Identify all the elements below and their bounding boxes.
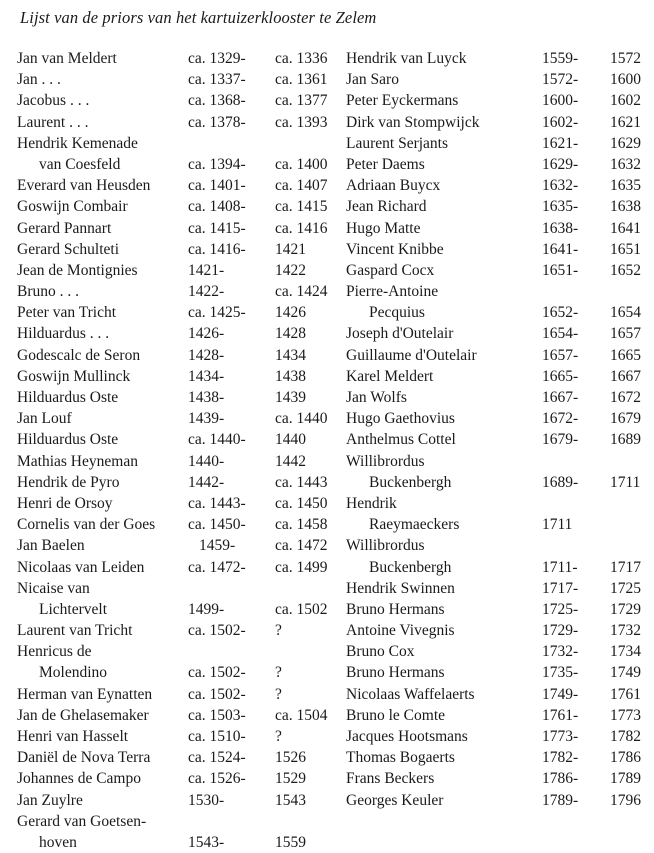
term-start: 1717- xyxy=(542,579,579,597)
prior-row xyxy=(13,429,328,450)
prior-name: Nicolaas van Leiden xyxy=(17,558,145,576)
prior-row xyxy=(345,133,650,154)
term-end: ca. 1458 xyxy=(275,516,328,534)
term-start: ca. 1503- xyxy=(188,706,246,724)
term-end: ? xyxy=(275,664,282,682)
term-start: 1654- xyxy=(542,325,579,343)
term-end: 1782 xyxy=(610,728,641,745)
term-end: 1717 xyxy=(610,558,641,576)
prior-name: Hendrik Kemenade xyxy=(17,134,138,152)
term-start: 1439- xyxy=(188,410,225,428)
term-end: ca. 1361 xyxy=(275,71,328,89)
prior-row xyxy=(345,69,650,90)
term-start: 1657- xyxy=(542,346,579,364)
prior-row xyxy=(13,620,328,641)
term-start: ca. 1440- xyxy=(188,431,246,449)
prior-row xyxy=(345,408,650,429)
term-start: ca. 1401- xyxy=(188,177,246,195)
prior-name: Laurent van Tricht xyxy=(17,622,133,640)
term-end: ? xyxy=(275,728,282,745)
prior-row xyxy=(345,90,650,111)
prior-name: Godescalc de Seron xyxy=(17,346,141,364)
term-end: ca. 1400 xyxy=(275,155,328,173)
prior-name: Jan Baelen xyxy=(17,537,85,555)
prior-name: Hugo Matte xyxy=(346,219,421,237)
term-end: ca. 1393 xyxy=(275,113,328,131)
prior-name: Lichtervelt xyxy=(39,600,107,618)
term-end: 1667 xyxy=(610,367,641,385)
prior-row xyxy=(345,599,650,620)
term-start: ca. 1443- xyxy=(188,494,246,512)
term-end: ? xyxy=(275,622,282,640)
prior-row xyxy=(345,429,650,450)
term-start: 1459- xyxy=(199,537,236,555)
prior-name: Anthelmus Cottel xyxy=(346,431,456,449)
term-start: 1438- xyxy=(188,389,225,406)
prior-row xyxy=(13,747,328,768)
term-start: ca. 1337- xyxy=(188,71,246,89)
prior-row xyxy=(345,175,650,196)
prior-name: Gaspard Cocx xyxy=(346,261,435,279)
prior-name: Peter Daems xyxy=(346,155,425,173)
prior-name: Henri de Orsoy xyxy=(17,494,113,512)
prior-row xyxy=(13,726,328,747)
prior-row xyxy=(13,90,328,111)
prior-name: Molendino xyxy=(39,664,108,682)
term-end: ca. 1416 xyxy=(275,219,328,237)
prior-name: Hendrik van Luyck xyxy=(346,50,467,67)
term-end: 1773 xyxy=(610,706,641,724)
term-end: 1679 xyxy=(610,410,641,428)
prior-name: hoven xyxy=(39,833,77,851)
term-start: 1732- xyxy=(542,643,579,661)
prior-row xyxy=(345,48,650,69)
prior-row xyxy=(13,599,328,620)
term-end: 1438 xyxy=(275,367,306,385)
prior-row xyxy=(13,535,328,556)
prior-row xyxy=(345,451,650,472)
prior-name: Jan Louf xyxy=(17,410,72,428)
term-start: ca. 1415- xyxy=(188,219,246,237)
prior-name: Laurent Serjants xyxy=(346,134,449,152)
prior-row xyxy=(345,281,650,302)
prior-name: Bruno Hermans xyxy=(346,664,445,682)
prior-name: Gerard Schulteti xyxy=(17,240,120,258)
term-end: 1761 xyxy=(610,685,641,703)
term-start: 1773- xyxy=(542,728,579,745)
term-start: ca. 1394- xyxy=(188,155,246,173)
term-end: 1638 xyxy=(610,198,641,216)
prior-row xyxy=(13,387,328,408)
term-start: 1428- xyxy=(188,346,225,364)
term-end: 1651 xyxy=(610,240,641,258)
prior-row xyxy=(345,302,650,323)
prior-row xyxy=(13,472,328,493)
term-start: 1602- xyxy=(542,113,579,131)
prior-name: Hilduardus . . . xyxy=(17,325,110,343)
term-end: 1789 xyxy=(610,770,641,788)
prior-row xyxy=(345,535,650,556)
term-start: 1641- xyxy=(542,240,579,258)
prior-row xyxy=(345,154,650,175)
prior-name: Gerard Pannart xyxy=(17,219,112,237)
prior-name: Buckenbergh xyxy=(369,558,452,576)
prior-row xyxy=(13,790,328,811)
prior-row xyxy=(13,705,328,726)
term-start: 1638- xyxy=(542,219,579,237)
prior-row xyxy=(345,196,650,217)
prior-row xyxy=(345,705,650,726)
term-start: 1725- xyxy=(542,600,579,618)
prior-row xyxy=(13,196,328,217)
term-start: 1422- xyxy=(188,283,225,301)
prior-row xyxy=(13,260,328,281)
term-start: 1559- xyxy=(542,50,579,67)
prior-name: Guillaume d'Outelair xyxy=(346,346,477,364)
term-start: 1789- xyxy=(542,791,579,809)
prior-name: Bruno . . . xyxy=(17,283,79,301)
term-end: 1421 xyxy=(275,240,306,258)
prior-name: Daniël de Nova Terra xyxy=(17,749,151,767)
prior-row xyxy=(13,557,328,578)
prior-row xyxy=(13,768,328,789)
prior-row xyxy=(345,620,650,641)
term-start: 1679- xyxy=(542,431,579,449)
prior-name: van Coesfeld xyxy=(39,155,121,173)
term-end: ca. 1450 xyxy=(275,494,328,512)
term-end: 1422 xyxy=(275,261,306,279)
prior-row xyxy=(345,260,650,281)
prior-name: Antoine Vivegnis xyxy=(346,622,455,640)
prior-name: Jan Saro xyxy=(346,71,399,89)
prior-row xyxy=(345,578,650,599)
prior-name: Karel Meldert xyxy=(346,367,434,385)
term-start: ca. 1526- xyxy=(188,770,246,788)
prior-row xyxy=(13,493,328,514)
term-start: ca. 1502- xyxy=(188,622,246,640)
term-start: 1600- xyxy=(542,92,579,110)
prior-name: Hugo Gaethovius xyxy=(346,410,455,428)
prior-row xyxy=(13,451,328,472)
term-start: ca. 1502- xyxy=(188,664,246,682)
prior-name: Jan de Ghelasemaker xyxy=(17,706,149,724)
term-start: 1667- xyxy=(542,389,579,406)
term-start: 1711 xyxy=(542,516,573,534)
prior-row xyxy=(345,726,650,747)
term-start: ca. 1450- xyxy=(188,516,246,534)
prior-row xyxy=(13,48,328,69)
prior-name: Jan . . . xyxy=(17,71,61,89)
prior-row xyxy=(13,112,328,133)
prior-name: Bruno Cox xyxy=(346,643,415,661)
prior-row xyxy=(13,323,328,344)
prior-row xyxy=(13,811,328,832)
term-end: ca. 1407 xyxy=(275,177,328,195)
term-start: 1434- xyxy=(188,367,225,385)
term-end: 1602 xyxy=(610,92,641,110)
prior-row xyxy=(345,387,650,408)
prior-name: Willibrordus xyxy=(346,452,425,470)
term-start: 1629- xyxy=(542,155,579,173)
term-end: 1732 xyxy=(610,622,641,640)
term-start: 1499- xyxy=(188,600,225,618)
prior-row xyxy=(13,366,328,387)
term-start: 1530- xyxy=(188,791,225,809)
term-end: 1600 xyxy=(610,71,641,89)
prior-row xyxy=(345,557,650,578)
term-end: 1796 xyxy=(610,791,641,809)
term-end: 1734 xyxy=(610,643,641,661)
prior-name: Everard van Heusden xyxy=(17,177,151,195)
term-start: 1651- xyxy=(542,261,579,279)
term-start: 1426- xyxy=(188,325,225,343)
term-start: ca. 1502- xyxy=(188,685,246,703)
term-end: 1543 xyxy=(275,791,306,809)
prior-name: Goswijn Combair xyxy=(17,198,128,216)
term-start: 1729- xyxy=(542,622,579,640)
term-start: 1442- xyxy=(188,473,225,491)
prior-row xyxy=(345,684,650,705)
term-start: ca. 1416- xyxy=(188,240,246,258)
term-end: ca. 1424 xyxy=(275,283,328,301)
prior-row xyxy=(13,345,328,366)
prior-row xyxy=(345,472,650,493)
prior-name: Jean de Montignies xyxy=(17,261,138,279)
prior-name: Goswijn Mullinck xyxy=(17,367,131,385)
term-start: 1749- xyxy=(542,685,579,703)
prior-name: Vincent Knibbe xyxy=(346,240,444,258)
prior-row xyxy=(13,69,328,90)
term-start: 1672- xyxy=(542,410,579,428)
prior-name: Joseph d'Outelair xyxy=(346,325,454,343)
term-end: ? xyxy=(275,685,282,703)
prior-name: Johannes de Campo xyxy=(17,770,141,788)
prior-row xyxy=(345,493,650,514)
term-end: 1652 xyxy=(610,261,641,279)
prior-row xyxy=(345,218,650,239)
prior-name: Pecquius xyxy=(369,304,425,322)
prior-name: Gerard van Goetsen- xyxy=(17,812,147,830)
prior-row xyxy=(13,578,328,599)
term-end: 1440 xyxy=(275,431,306,449)
prior-name: Nicaise van xyxy=(17,579,90,597)
term-end: ca. 1472 xyxy=(275,537,328,555)
prior-name: Frans Beckers xyxy=(346,770,435,788)
term-start: 1421- xyxy=(188,261,225,279)
prior-row xyxy=(345,641,650,662)
term-end: ca. 1440 xyxy=(275,410,328,428)
term-end: ca. 1499 xyxy=(275,558,328,576)
prior-name: Jan Wolfs xyxy=(346,389,407,406)
term-end: 1629 xyxy=(610,134,641,152)
prior-name: Jan Zuylre xyxy=(17,791,83,809)
term-end: 1526 xyxy=(275,749,306,767)
right-column xyxy=(345,48,650,811)
prior-name: Peter Eyckermans xyxy=(346,92,459,110)
term-start: 1782- xyxy=(542,749,579,767)
prior-row xyxy=(13,302,328,323)
term-end: 1439 xyxy=(275,389,306,406)
prior-row xyxy=(13,641,328,662)
prior-name: Jean Richard xyxy=(346,198,427,216)
term-end: 1632 xyxy=(610,155,641,173)
prior-name: Dirk van Stompwijck xyxy=(346,113,480,131)
term-start: 1440- xyxy=(188,452,225,470)
term-start: 1652- xyxy=(542,304,579,322)
term-end: 1749 xyxy=(610,664,641,682)
prior-row xyxy=(13,175,328,196)
prior-row xyxy=(13,133,328,154)
term-end: 1725 xyxy=(610,579,641,597)
term-end: ca. 1377 xyxy=(275,92,328,110)
prior-name: Herman van Eynatten xyxy=(17,685,153,703)
prior-name: Cornelis van der Goes xyxy=(17,516,156,534)
term-end: ca. 1504 xyxy=(275,706,328,724)
term-start: 1543- xyxy=(188,833,225,851)
prior-row xyxy=(345,112,650,133)
prior-name: Georges Keuler xyxy=(346,791,444,809)
term-start: ca. 1408- xyxy=(188,198,246,216)
term-end: 1529 xyxy=(275,770,306,788)
prior-row xyxy=(345,323,650,344)
left-column xyxy=(13,48,328,853)
prior-name: Jan van Meldert xyxy=(17,50,117,67)
prior-row xyxy=(345,239,650,260)
prior-row xyxy=(345,514,650,535)
page-title: Lijst van de priors van het kartuizerklooster te Zelem xyxy=(20,8,377,27)
term-start: ca. 1524- xyxy=(188,749,246,767)
prior-row xyxy=(13,684,328,705)
term-start: ca. 1329- xyxy=(188,50,246,67)
term-end: 1434 xyxy=(275,346,306,364)
term-end: 1729 xyxy=(610,600,641,618)
prior-name: Pierre-Antoine xyxy=(346,283,439,301)
prior-name: Henricus de xyxy=(17,643,92,661)
term-start: 1621- xyxy=(542,134,579,152)
prior-name: Thomas Bogaerts xyxy=(346,749,455,767)
term-end: 1657 xyxy=(610,325,641,343)
term-start: ca. 1368- xyxy=(188,92,246,110)
term-end: 1426 xyxy=(275,304,306,322)
prior-row xyxy=(345,747,650,768)
prior-name: Nicolaas Waffelaerts xyxy=(346,685,475,703)
prior-name: Bruno Hermans xyxy=(346,600,445,618)
prior-row xyxy=(345,662,650,683)
prior-row xyxy=(345,345,650,366)
term-end: 1635 xyxy=(610,177,641,195)
term-start: ca. 1425- xyxy=(188,304,246,322)
prior-name: Laurent . . . xyxy=(17,113,89,131)
prior-row xyxy=(345,768,650,789)
term-end: 1559 xyxy=(275,833,306,851)
prior-name: Jacobus . . . xyxy=(17,92,90,110)
term-start: 1735- xyxy=(542,664,579,682)
prior-name: Jacques Hootsmans xyxy=(346,728,468,745)
prior-row xyxy=(13,239,328,260)
term-end: 1786 xyxy=(610,749,641,767)
prior-name: Buckenbergh xyxy=(369,473,452,491)
prior-name: Peter van Tricht xyxy=(17,304,117,322)
prior-name: Henri van Hasselt xyxy=(17,728,129,745)
prior-name: Hendrik xyxy=(346,494,397,512)
term-end: 1572 xyxy=(610,50,641,67)
term-start: 1761- xyxy=(542,706,579,724)
prior-name: Hilduardus Oste xyxy=(17,389,119,406)
term-start: 1786- xyxy=(542,770,579,788)
term-end: 1711 xyxy=(610,473,641,491)
term-end: ca. 1443 xyxy=(275,473,328,491)
prior-name: Hendrik Swinnen xyxy=(346,579,455,597)
prior-row xyxy=(13,514,328,535)
term-end: 1641 xyxy=(610,219,641,237)
term-end: ca. 1502 xyxy=(275,600,328,618)
prior-name: Willibrordus xyxy=(346,537,425,555)
term-end: 1689 xyxy=(610,431,641,449)
prior-name: Adriaan Buycx xyxy=(346,177,441,195)
term-start: 1711- xyxy=(542,558,578,576)
term-start: 1572- xyxy=(542,71,579,89)
prior-row xyxy=(13,281,328,302)
prior-row xyxy=(345,366,650,387)
prior-row xyxy=(13,832,328,853)
prior-name: Hilduardus Oste xyxy=(17,431,119,449)
prior-row xyxy=(13,408,328,429)
term-start: 1635- xyxy=(542,198,579,216)
prior-row xyxy=(13,662,328,683)
term-start: 1632- xyxy=(542,177,579,195)
term-end: 1442 xyxy=(275,452,306,470)
term-end: 1621 xyxy=(610,113,641,131)
prior-name: Mathias Heyneman xyxy=(17,452,138,470)
term-end: 1654 xyxy=(610,304,641,322)
prior-row xyxy=(13,218,328,239)
term-end: ca. 1415 xyxy=(275,198,328,216)
prior-name: Raeymaeckers xyxy=(369,516,460,534)
prior-row xyxy=(13,154,328,175)
term-start: 1689- xyxy=(542,473,579,491)
term-start: 1665- xyxy=(542,367,579,385)
term-end: 1672 xyxy=(610,389,641,406)
prior-name: Hendrik de Pyro xyxy=(17,473,120,491)
term-start: ca. 1510- xyxy=(188,728,246,745)
term-end: ca. 1336 xyxy=(275,50,328,67)
term-start: ca. 1378- xyxy=(188,113,246,131)
term-end: 1665 xyxy=(610,346,641,364)
prior-name: Bruno le Comte xyxy=(346,706,446,724)
prior-row xyxy=(345,790,650,811)
term-end: 1428 xyxy=(275,325,306,343)
term-start: ca. 1472- xyxy=(188,558,246,576)
